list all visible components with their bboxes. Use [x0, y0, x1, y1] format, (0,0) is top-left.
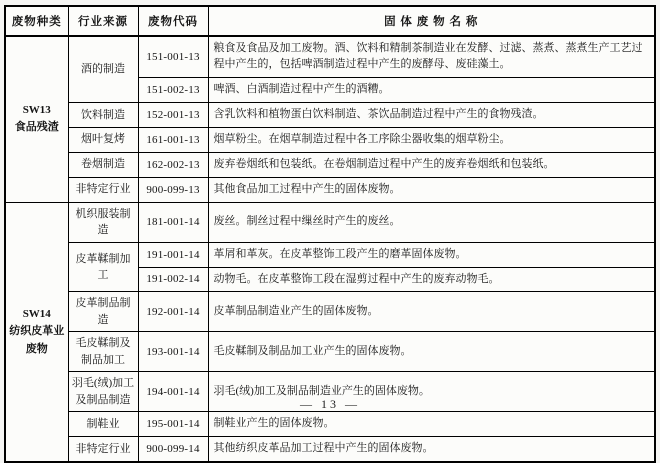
industry-source-cell: 非特定行业: [68, 437, 138, 462]
industry-source-cell: 饮料制造: [68, 102, 138, 127]
waste-category-cell: [5, 36, 68, 202]
solid-waste-name-cell: 革屑和革灰。在皮革整饰工段产生的磨革固体废物。: [208, 242, 655, 267]
column-header-industry-source: 行业来源: [68, 6, 138, 36]
solid-waste-name-cell: 毛皮鞣制及制品加工业产生的固体废物。: [208, 332, 655, 372]
table-row: [5, 412, 655, 437]
table-row: [5, 177, 655, 202]
industry-source-cell: 烟叶复烤: [68, 127, 138, 152]
industry-source-cell: 非特定行业: [68, 177, 138, 202]
table-row: [5, 437, 655, 462]
waste-code-cell: 191-001-14: [138, 242, 208, 267]
industry-source-cell: 卷烟制造: [68, 152, 138, 177]
solid-waste-name-cell: 皮革制品制造业产生的固体废物。: [208, 292, 655, 332]
industry-source-cell: 机织服装制造: [68, 202, 138, 242]
column-header-waste-code: 废物代码: [138, 6, 208, 36]
industry-source-cell: 皮革鞣制加工: [68, 242, 138, 292]
solid-waste-name-cell: 动物毛。在皮革整饰工段在湿剪过程中产生的废弃动物毛。: [208, 267, 655, 292]
table-row: [5, 242, 655, 267]
table-row: [5, 202, 655, 242]
waste-code-cell: 195-001-14: [138, 412, 208, 437]
waste-code-cell: 181-001-14: [138, 202, 208, 242]
waste-code-cell: 152-001-13: [138, 102, 208, 127]
waste-code-cell: 192-001-14: [138, 292, 208, 332]
waste-category-line: 食品残渣: [14, 121, 59, 134]
waste-code-cell: 162-002-13: [138, 152, 208, 177]
table-row: [5, 127, 655, 152]
solid-waste-name-cell: 制鞋业产生的固体废物。: [208, 412, 655, 437]
table-row: [5, 292, 655, 332]
waste-category-cell: [5, 202, 68, 462]
solid-waste-name-cell: 废丝。制丝过程中缫丝时产生的废丝。: [208, 202, 655, 242]
solid-waste-name-cell: 粮食及食品及加工废物。酒、饮料和精制茶制造业在发酵、过滤、蒸煮、蒸煮生产工艺过程中产生的，包括啤酒制造过程中产生的废酵母、废硅藻土。: [208, 36, 655, 77]
column-header-solid-waste-name: 固 体 废 物 名 称: [208, 6, 655, 36]
industry-source-cell: 毛皮鞣制及制品加工: [68, 332, 138, 372]
waste-category-line: 废物: [25, 342, 48, 355]
waste-code-cell: 151-002-13: [138, 77, 208, 102]
waste-category-line: 纺织皮革业: [9, 325, 65, 338]
table-row: [5, 332, 655, 372]
industry-source-cell: 皮革制品制造: [68, 292, 138, 332]
waste-classification-table: [4, 5, 656, 463]
page-number: — 13 —: [300, 397, 360, 411]
industry-source-cell: 羽毛(绒)加工及制品制造: [68, 372, 138, 412]
waste-code-cell: 194-001-14: [138, 372, 208, 412]
industry-source-cell: 制鞋业: [68, 412, 138, 437]
table-row: [5, 152, 655, 177]
solid-waste-name-cell: 其他纺织皮革品加工过程中产生的固体废物。: [208, 437, 655, 462]
waste-category-line: SW14: [22, 307, 51, 320]
solid-waste-name-cell: 烟草粉尘。在烟草制造过程中各工序除尘器收集的烟草粉尘。: [208, 127, 655, 152]
waste-code-cell: 900-099-14: [138, 437, 208, 462]
waste-code-cell: 191-002-14: [138, 267, 208, 292]
solid-waste-name-cell: 其他食品加工过程中产生的固体废物。: [208, 177, 655, 202]
table-row: [5, 36, 655, 77]
solid-waste-name-cell: 羽毛(绒)加工及制品制造业产生的固体废物。: [208, 372, 655, 412]
waste-code-cell: 193-001-14: [138, 332, 208, 372]
solid-waste-name-cell: 啤酒、白酒制造过程中产生的酒糟。: [208, 77, 655, 102]
solid-waste-name-cell: 含乳饮料和植物蛋白饮料制造、茶饮品制造过程中产生的食物残渣。: [208, 102, 655, 127]
waste-code-cell: 161-001-13: [138, 127, 208, 152]
table-header-row: [5, 6, 655, 36]
solid-waste-name-cell: 废弃卷烟纸和包装纸。在卷烟制造过程中产生的废弃卷烟纸和包装纸。: [208, 152, 655, 177]
waste-code-cell: 151-001-13: [138, 36, 208, 77]
waste-code-cell: 900-099-13: [138, 177, 208, 202]
table-row: [5, 102, 655, 127]
industry-source-cell: 酒的制造: [68, 36, 138, 102]
waste-category-line: SW13: [22, 103, 51, 116]
column-header-waste-category: 废物种类: [5, 6, 68, 36]
